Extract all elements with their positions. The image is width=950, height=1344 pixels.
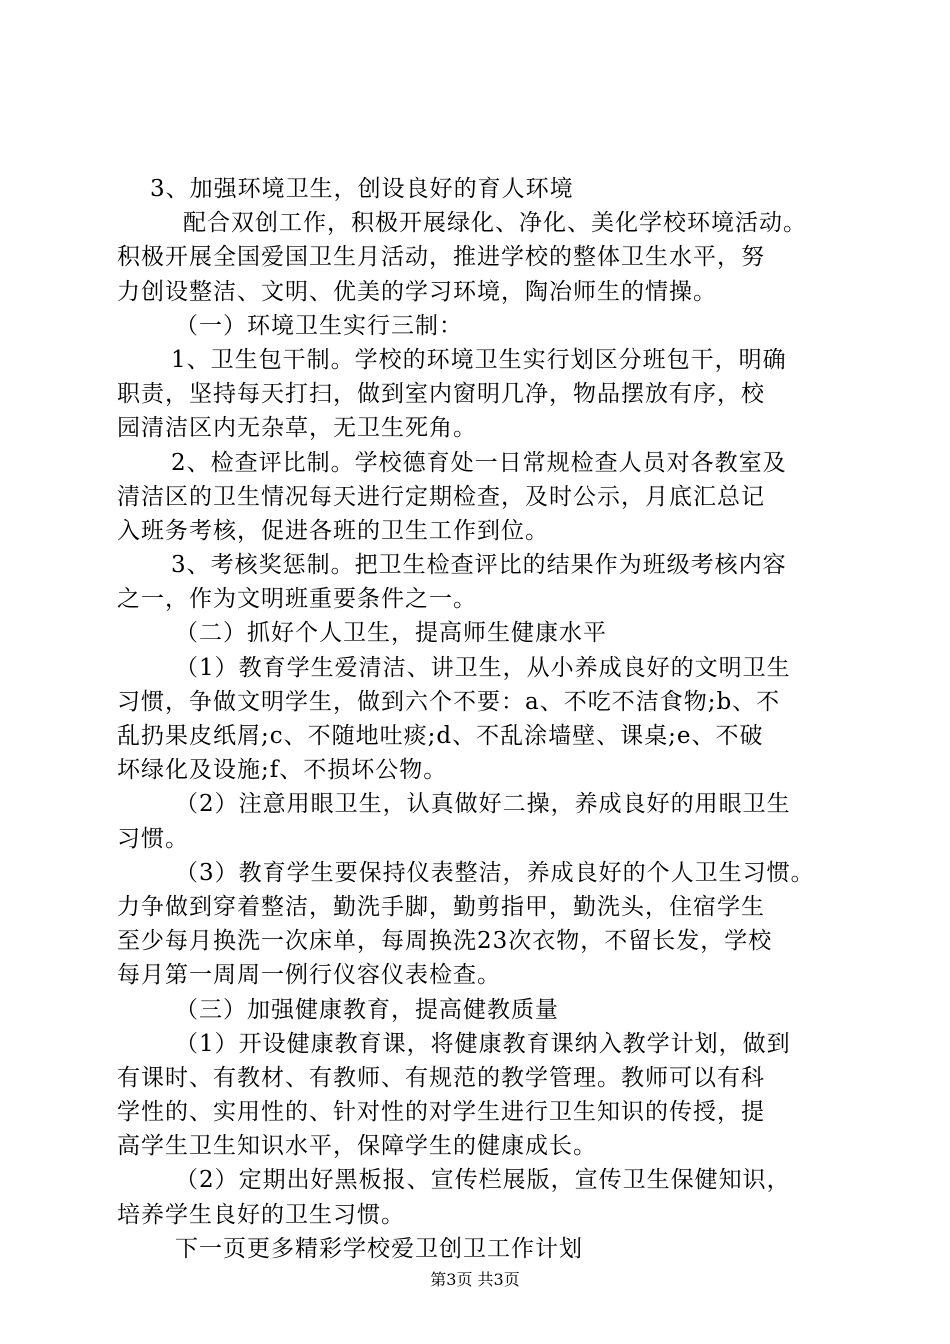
text-line: 高学生卫生知识水平，保障学生的健康成长。 (117, 1133, 597, 1160)
text-line: 职责，坚持每天打扫，做到室内窗明几净，物品摆放有序，校 (117, 381, 765, 408)
text-line: 学性的、实用性的、针对性的对学生进行卫生知识的传授，提 (117, 1099, 765, 1126)
text-line: 力争做到穿着整洁，勤洗手脚，勤剪指甲，勤洗头，住宿学生 (117, 893, 765, 920)
text-line: 配合双创工作，积极开展绿化、净化、美化学校环境活动。 (183, 210, 807, 237)
text-line: 下一页更多精彩学校爱卫创卫工作计划 (175, 1235, 583, 1262)
text-line: 1、卫生包干制。学校的环境卫生实行划区分班包干，明确 (171, 346, 787, 373)
text-line: 入班务考核，促进各班的卫生工作到位。 (117, 517, 549, 544)
text-line: 2、检查评比制。学校德育处一日常规检查人员对各教室及 (171, 449, 787, 476)
text-line: 力创设整洁、文明、优美的学习环境，陶冶师生的情操。 (117, 278, 717, 305)
text-line: 习惯。 (117, 825, 189, 852)
text-line: （1）开设健康教育课，将健康教育课纳入教学计划，做到 (175, 1030, 791, 1057)
text-line: 清洁区的卫生情况每天进行定期检查，及时公示，月底汇总记 (117, 483, 765, 510)
text-line: （2）定期出好黑板报、宣传栏展版，宣传卫生保健知识， (175, 1167, 791, 1194)
text-line: 3、加强环境卫生，创设良好的育人环境 (150, 176, 574, 202)
text-line: （三）加强健康教育，提高健教质量 (175, 996, 559, 1023)
text-line: 习惯，争做文明学生，做到六个不要：a、不吃不洁食物;b、不 (117, 688, 781, 715)
text-line: 至少每月换洗一次床单，每周换洗23次衣物，不留长发，学校 (117, 928, 773, 955)
text-line: （二）抓好个人卫生，提高师生健康水平 (175, 620, 607, 647)
text-line: （3）教育学生要保持仪表整洁，养成良好的个人卫生习惯。 (175, 859, 815, 886)
text-line: 坏绿化及设施;f、不损坏公物。 (117, 757, 448, 784)
text-line: （一）环境卫生实行三制： (175, 312, 463, 339)
text-line: 之一，作为文明班重要条件之一。 (117, 586, 477, 613)
text-line: 培养学生良好的卫生习惯。 (117, 1201, 405, 1228)
text-line: 园清洁区内无杂草，无卫生死角。 (117, 415, 477, 442)
text-line: 乱扔果皮纸屑;c、不随地吐痰;d、不乱涂墙壁、课桌;e、不破 (117, 723, 764, 749)
page-footer: 第3页 共3页 (430, 1270, 520, 1289)
text-line: 3、考核奖惩制。把卫生检查评比的结果作为班级考核内容 (171, 552, 787, 579)
text-line: 有课时、有教材、有教师、有规范的教学管理。教师可以有科 (117, 1064, 765, 1091)
text-line: 每月第一周周一例行仪容仪表检查。 (117, 962, 501, 989)
text-line: 积极开展全国爱国卫生月活动，推进学校的整体卫生水平，努 (117, 244, 765, 271)
text-line: （1）教育学生爱清洁、讲卫生，从小养成良好的文明卫生 (175, 654, 791, 681)
document-body (117, 172, 833, 1266)
text-line: （2）注意用眼卫生，认真做好二操，养成良好的用眼卫生 (175, 791, 791, 818)
